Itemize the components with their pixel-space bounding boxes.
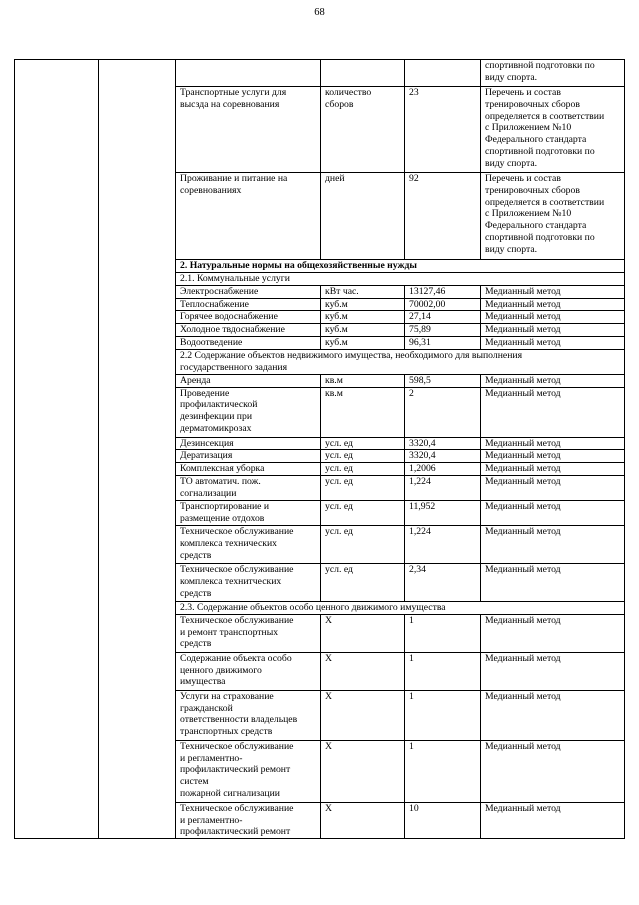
value-cell: 27,14 [405,311,481,324]
unit-cell: кВт час. [321,285,405,298]
item-name-cell [176,60,321,87]
value-cell: 96,31 [405,336,481,349]
unit-cell: усл. ед [321,437,405,450]
item-name-cell: Техническое обслуживание и ремонт транспортных средств [176,614,321,652]
item-name-cell: ТО автоматич. пож. согнализации [176,475,321,500]
method-cell: Медианный метод [481,324,625,337]
item-name-cell: Техническое обслуживание комплекса технитческих средств [176,563,321,601]
unit-cell [321,60,405,87]
value-cell: 11,952 [405,500,481,525]
section-heading: 2.3. Содержание объектов особо ценного движимого имущества [176,601,625,614]
item-name-cell: Горячее водоснабжение [176,311,321,324]
item-name-cell: Водоотведение [176,336,321,349]
section-heading: 2.1. Коммунальные услуги [176,273,625,286]
section-heading: 2. Натуральные нормы на общехозяйственные нужды [176,260,625,273]
item-name-cell: Транспортные услуги для высзда на соревнования [176,87,321,173]
item-name-cell: Транспортирование и размещение отдохов [176,500,321,525]
item-name-cell: Теплоснабжение [176,298,321,311]
method-cell: Медианный метод [481,298,625,311]
unit-cell: куб.м [321,311,405,324]
unit-cell: усл. ед [321,475,405,500]
item-name-cell: Проживание и питание на соревнованиях [176,173,321,260]
method-cell: Медианный метод [481,336,625,349]
item-name-cell: Холодное твдоснабжение [176,324,321,337]
value-cell: 1,224 [405,475,481,500]
item-name-cell: Электроснабжение [176,285,321,298]
value-cell: 13127,46 [405,285,481,298]
value-cell [405,60,481,87]
method-cell: Медианный метод [481,525,625,563]
item-name-cell: Техническое обслуживание и регламентно- профилактический ремонт [176,802,321,838]
item-name-cell: Техническое обслуживание и регламентно- профилактический ремонт систем пожарной сигнализации [176,740,321,802]
value-cell: 23 [405,87,481,173]
unit-cell: кв.м [321,374,405,387]
value-cell: 1 [405,652,481,690]
second-blank-column [99,60,176,839]
method-cell: Медианный метод [481,285,625,298]
method-cell: Медианный метод [481,374,625,387]
unit-cell: X [321,652,405,690]
value-cell: 70002,00 [405,298,481,311]
unit-cell: усл. ед [321,563,405,601]
method-cell: Медианный метод [481,740,625,802]
method-cell: Медианный метод [481,652,625,690]
method-cell: Медианный метод [481,437,625,450]
unit-cell: X [321,802,405,838]
item-name-cell: Дератизация [176,450,321,463]
section-heading: 2.2 Содержание объектов недвижимого имущества, необходимого для выполнения государственного задания [176,349,625,374]
method-cell: Медианный метод [481,563,625,601]
method-cell: Перечень и состав тренировочных сборов определяется в соответствии с Приложением №10 Федерального стандарта спортивной подготовки по виду спорта. [481,173,625,260]
method-cell: Медианный метод [481,450,625,463]
value-cell: 75,89 [405,324,481,337]
unit-cell: усл. ед [321,450,405,463]
item-name-cell: Услуги на страхование гражданской ответственности владельцев транспортных средств [176,690,321,740]
page-number: 68 [314,7,325,18]
value-cell: 598,5 [405,374,481,387]
unit-cell: количество сборов [321,87,405,173]
unit-cell: кв.м [321,387,405,437]
method-cell: Медианный метод [481,690,625,740]
unit-cell: X [321,690,405,740]
value-cell: 92 [405,173,481,260]
unit-cell: усл. ед [321,525,405,563]
norms-table [14,59,625,839]
unit-cell: усл. ед [321,463,405,476]
method-cell: Медианный метод [481,387,625,437]
value-cell: 1 [405,614,481,652]
value-cell: 2 [405,387,481,437]
method-cell: Медианный метод [481,500,625,525]
method-cell: Перечень и состав тренировочных сборов определяется в соответствии с Приложением №10 Федерального стандарта спортивной подготовки по виду спорта. [481,87,625,173]
value-cell: 3320,4 [405,437,481,450]
left-blank-column [15,60,99,839]
item-name-cell: Техническое обслуживание комплекса технических средств [176,525,321,563]
item-name-cell: Проведение профилактической дезинфекции при дерматомикрозах [176,387,321,437]
value-cell: 1 [405,740,481,802]
unit-cell: усл. ед [321,500,405,525]
unit-cell: X [321,740,405,802]
value-cell: 1 [405,690,481,740]
item-name-cell: Комплексная уборка [176,463,321,476]
method-cell: спортивной подготовки по виду спорта. [481,60,625,87]
method-cell: Медианный метод [481,311,625,324]
unit-cell: X [321,614,405,652]
unit-cell: куб.м [321,298,405,311]
value-cell: 1,224 [405,525,481,563]
method-cell: Медианный метод [481,475,625,500]
method-cell: Медианный метод [481,614,625,652]
method-cell: Медианный метод [481,463,625,476]
method-cell: Медианный метод [481,802,625,838]
unit-cell: куб.м [321,324,405,337]
value-cell: 3320,4 [405,450,481,463]
unit-cell: дней [321,173,405,260]
item-name-cell: Содержание объекта особо ценного движимого имущества [176,652,321,690]
unit-cell: куб.м [321,336,405,349]
table-row [15,60,625,87]
value-cell: 1,2006 [405,463,481,476]
item-name-cell: Аренда [176,374,321,387]
norms-table-body [15,60,625,839]
value-cell: 10 [405,802,481,838]
value-cell: 2,34 [405,563,481,601]
item-name-cell: Дезинсекция [176,437,321,450]
